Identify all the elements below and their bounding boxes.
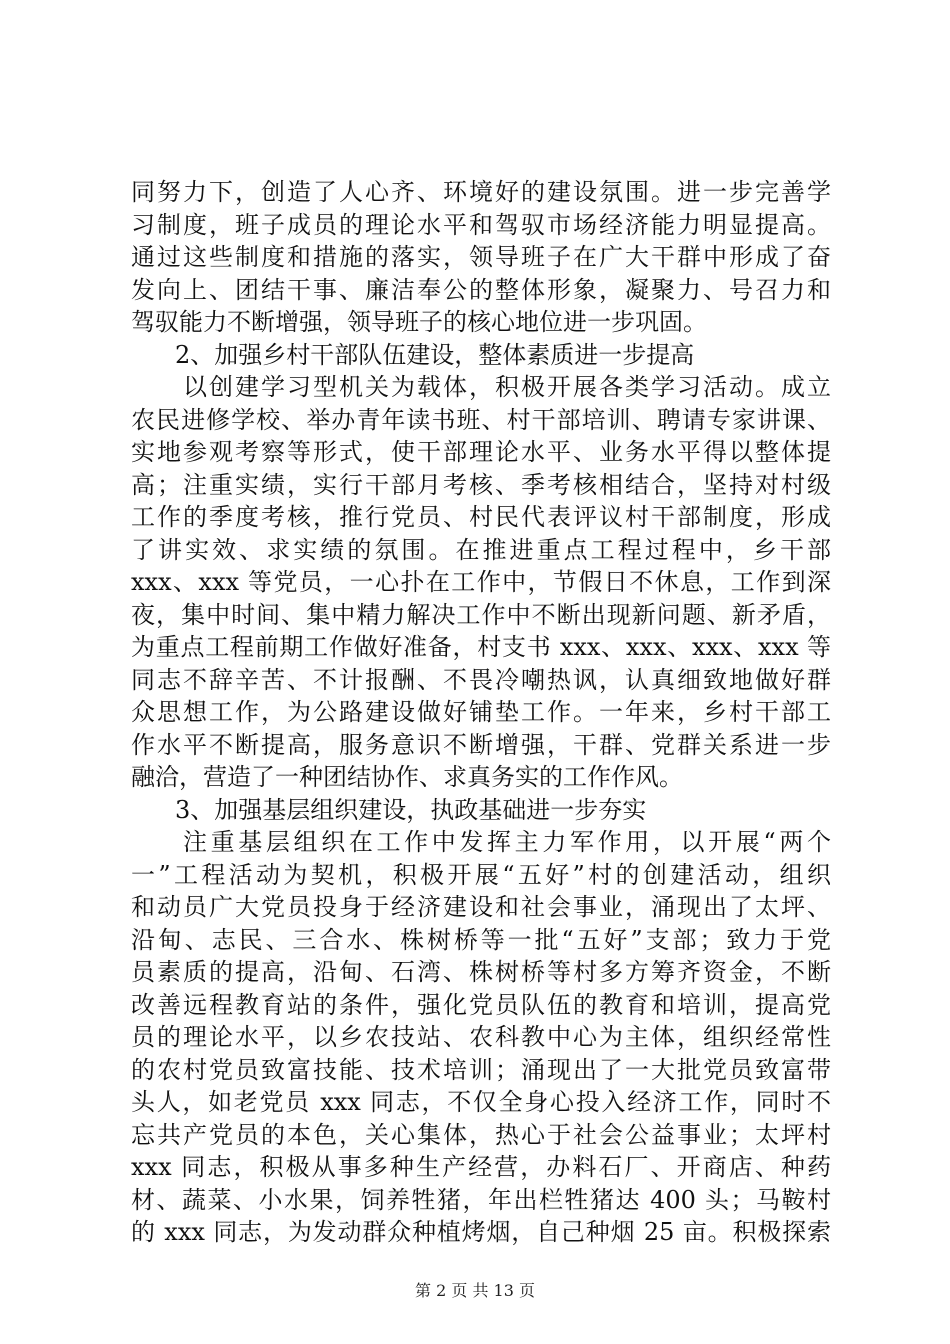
- section-heading: 2、加强乡村干部队伍建设，整体素质进一步提高: [175, 340, 695, 369]
- body-line: 作水平不断提高，服务意识不断增强，干群、党群关系进一步: [131, 730, 831, 759]
- body-line: 同志不辞辛苦、不计报酬、不畏冷嘲热讽，认真细致地做好群: [131, 665, 831, 694]
- body-line: 员素质的提高，沿甸、石湾、株树桥等村多方筹齐资金，不断: [131, 958, 831, 986]
- body-line: 习制度，班子成员的理论水平和驾驭市场经济能力明显提高。: [131, 210, 831, 239]
- body-line: 夜，集中时间、集中精力解决工作中不断出现新问题、新矛盾，: [131, 600, 831, 629]
- body-line: 融洽，营造了一种团结协作、求真务实的工作作风。: [131, 763, 683, 791]
- body-line: 头人，如老党员 xxx 同志，不仅全身心投入经济工作，同时不: [131, 1088, 831, 1116]
- body-line: 实地参观考察等形式，使干部理论水平、业务水平得以整体提: [131, 438, 831, 466]
- body-line: 发向上、团结干事、廉洁奉公的整体形象，凝聚力、号召力和: [131, 275, 831, 304]
- body-line: 的农村党员致富技能、技术培训；涌现出了一大批党员致富带: [131, 1055, 831, 1084]
- body-line: xxx 同志，积极从事多种生产经营，办料石厂、开商店、种药: [131, 1153, 831, 1181]
- body-line: 材、蔬菜、小水果，饲养牲猪，年出栏牲猪达 400 头；马鞍村: [131, 1185, 831, 1214]
- body-line: 和动员广大党员投身于经济建设和社会事业，涌现出了太坪、: [131, 893, 831, 921]
- body-line: 忘共产党员的本色，关心集体，热心于社会公益事业；太坪村: [131, 1120, 831, 1149]
- body-line: 以创建学习型机关为载体，积极开展各类学习活动。成立: [183, 373, 831, 401]
- body-line: 同努力下，创造了人心齐、环境好的建设氛围。进一步完善学: [131, 178, 831, 206]
- body-line: 员的理论水平，以乡农技站、农科教中心为主体，组织经常性: [131, 1023, 831, 1051]
- body-line: xxx、xxx 等党员，一心扑在工作中，节假日不休息，工作到深: [131, 568, 831, 596]
- body-line: 为重点工程前期工作做好准备，村支书 xxx、xxx、xxx、xxx 等: [131, 633, 831, 661]
- body-line: 改善远程教育站的条件，强化党员队伍的教育和培训，提高党: [131, 990, 831, 1019]
- body-line: 的 xxx 同志，为发动群众种植烤烟，自己种烟 25 亩。积极探索: [131, 1218, 831, 1246]
- body-line: 沿甸、志民、三合水、株树桥等一批“五好”支部；致力于党: [131, 925, 831, 954]
- body-line: 通过这些制度和措施的落实，领导班子在广大干群中形成了奋: [131, 243, 831, 271]
- body-line: 众思想工作，为公路建设做好铺垫工作。一年来，乡村干部工: [131, 698, 831, 726]
- document-body: [131, 176, 831, 1249]
- body-line: 一”工程活动为契机，积极开展“五好”村的创建活动，组织: [131, 860, 831, 889]
- body-line: 注重基层组织在工作中发挥主力军作用，以开展“两个: [183, 828, 831, 856]
- page-number-footer: 第 2 页 共 13 页: [415, 1281, 535, 1300]
- body-line: 驾驭能力不断增强，领导班子的核心地位进一步巩固。: [131, 308, 707, 336]
- body-line: 了讲实效、求实绩的氛围。在推进重点工程过程中，乡干部: [131, 535, 831, 564]
- body-line: 农民进修学校、举办青年读书班、村干部培训、聘请专家讲课、: [131, 405, 831, 434]
- body-line: 工作的季度考核，推行党员、村民代表评议村干部制度，形成: [131, 503, 831, 531]
- section-heading: 3、加强基层组织建设，执政基础进一步夯实: [175, 795, 647, 824]
- body-line: 高；注重实绩，实行干部月考核、季考核相结合，坚持对村级: [131, 470, 831, 499]
